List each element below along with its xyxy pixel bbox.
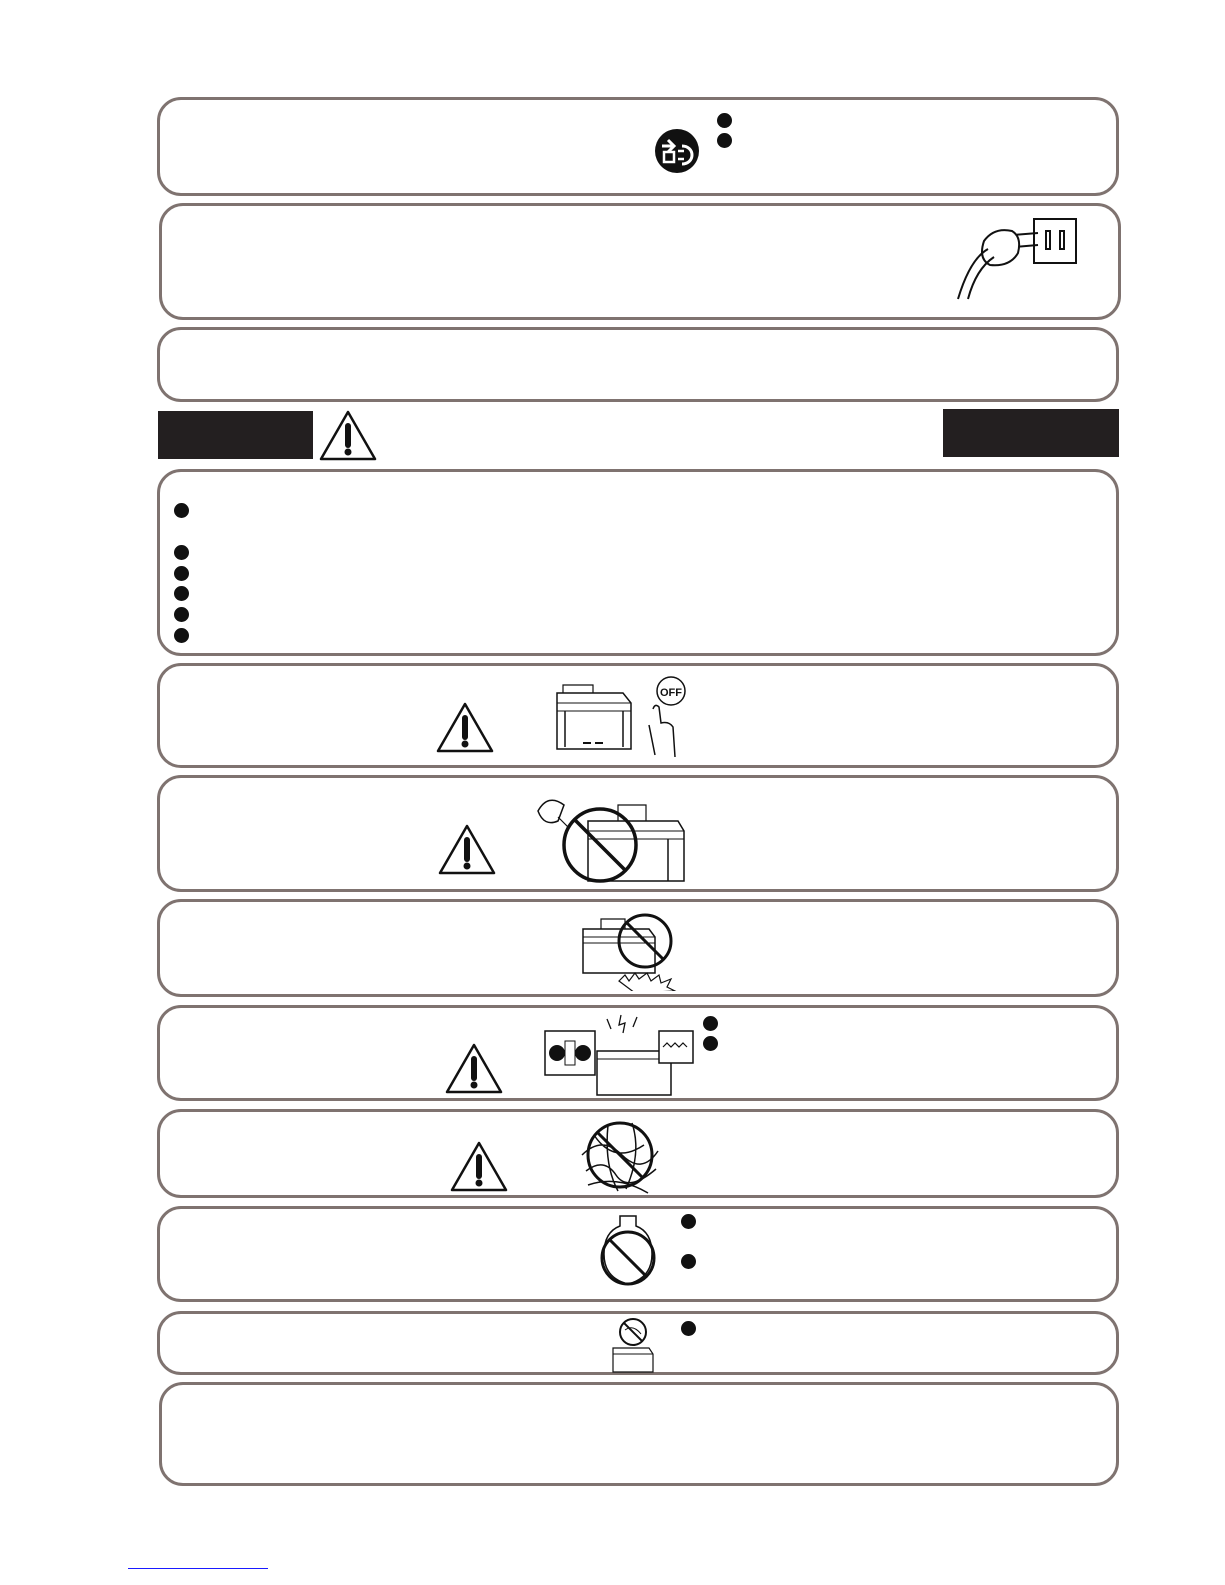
bullet-dot-icon (681, 1214, 696, 1229)
bullet-dot-icon (681, 1254, 696, 1269)
bullet-dot-icon (703, 1016, 718, 1031)
bullet-dot-icon (174, 586, 189, 601)
warning-triangle-icon (445, 1042, 503, 1094)
bullet-dot-icon (681, 1321, 696, 1336)
no-heat-illustration (609, 1316, 657, 1374)
caution-list-panel (157, 469, 1119, 656)
bullet-dot-icon (717, 113, 732, 128)
caution-header-bar-right (943, 409, 1119, 457)
bullet-dot-icon (174, 628, 189, 643)
piano-power-off-illustration (553, 675, 693, 759)
notice-panel-bottom (159, 1382, 1119, 1486)
no-vase-illustration (598, 1210, 658, 1290)
no-liquids-illustration (528, 781, 688, 889)
bullet-dot-icon (703, 1036, 718, 1051)
bullet-dot-icon (174, 566, 189, 581)
bullet-dot-icon (174, 545, 189, 560)
svg-text:OFF: OFF (660, 687, 682, 699)
no-tangled-cords-illustration (578, 1115, 662, 1197)
power-plug-icon (944, 213, 1084, 301)
unplug-icon (654, 128, 700, 174)
warning-triangle-icon (450, 1140, 508, 1192)
warning-triangle-icon (438, 823, 496, 875)
bullet-dot-icon (174, 503, 189, 518)
no-impact-illustration (579, 907, 699, 991)
warning-triangle-icon (319, 409, 377, 461)
bullet-dot-icon (174, 607, 189, 622)
warning-triangle-icon (436, 701, 494, 753)
notice-panel-unplug (157, 97, 1119, 196)
interference-illustration (541, 1011, 697, 1097)
bullet-dot-icon (717, 133, 732, 148)
caution-header-bar-left (158, 411, 313, 459)
notice-panel-general (157, 327, 1119, 402)
footer-link-underline[interactable] (128, 1568, 268, 1569)
